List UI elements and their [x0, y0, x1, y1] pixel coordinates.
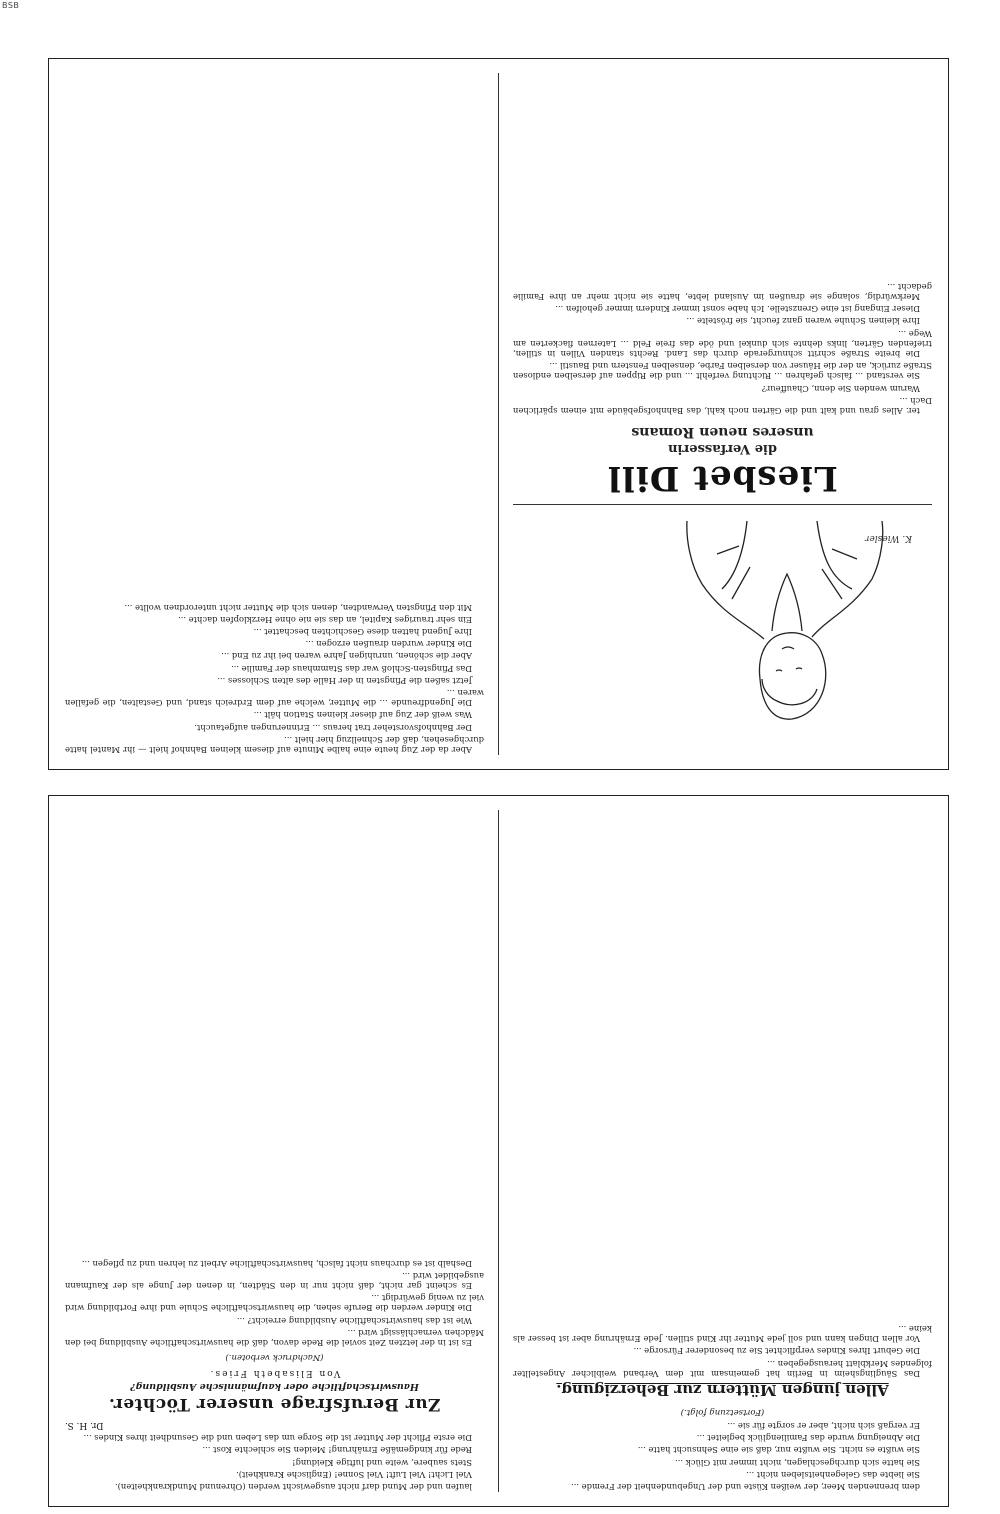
paragraph: Stets saubere, weite und luftige Kleidung!: [292, 1457, 472, 1468]
paragraph: Das Pfingsten-Schloß war das Stammhaus der Familie ...: [231, 663, 472, 674]
paragraph: Jetzt saßen die Pfingsten in der Halle des alten Schlosses ...: [217, 675, 472, 686]
paragraph: Warum wenden Sie denn, Chauffeur?: [761, 383, 920, 394]
bottom-right-top-text: [65, 1433, 484, 1492]
paragraph: Es ist in der letzten Zeit soviel die Rede davon, daß die hauswirtschaftliche Ausbildung bei den Mädchen vernachlässigt wird ...: [65, 1327, 484, 1348]
paragraph: Merkwürdig, solange sie draußen im Ausland lebte, hatte sie nicht mehr an ihre Familie gedacht ...: [513, 281, 932, 302]
paragraph: Aber da der Zug heute eine halbe Minute auf diesem kleinen Bahnhof hielt — ihr Mantel hatte durchgesehen, daß der Schnellzug hier hielt ...: [65, 734, 484, 755]
column-divider: [498, 810, 499, 1492]
paragraph: Die Kinder wurden draußen erzogen ...: [305, 639, 472, 650]
portrait-subheadline-2: unseres neuen Romans: [631, 424, 814, 440]
paragraph: Vor allen Dingen kann und soll jede Mutter ihr Kind stillen. Jede Ernährung aber ist besser als keine ...: [513, 1323, 932, 1345]
mothers-article-text: [513, 1324, 932, 1379]
paragraph: Die Abneigung wurde das Familienglück begleitet ...: [696, 1433, 920, 1444]
paragraph: Was weiß der Zug auf dieser kleinen Station hält ...: [253, 710, 472, 721]
paragraph: Ein sehr trauriges Kapitel, an das sie nie ohne Herzklopfen dachte ...: [178, 614, 472, 625]
paragraph: Mit den Pfingsten Verwandten, denen sich die Mutter nicht unterordnen wollte ...: [124, 602, 472, 613]
bottom-page-right-column: [65, 810, 484, 1492]
top-newspaper-page: [48, 58, 949, 770]
paragraph: Das Säuglingsheim in Berlin hat gemeinsam mit dem Verband weiblicher Angestellter folgendes Merkblatt herausgegeben ...: [513, 1358, 932, 1379]
paragraph: Sie liebte das Gelegenheitsleben nicht ...: [746, 1469, 920, 1480]
paragraph: Die Kinder werden die Berufe sehen, die hauswirtschaftliche Schule und ihre Fortbildung wird viel zu wenig gewürdigt ...: [65, 1293, 484, 1314]
article-subtitle-career: Hauswirtschaftliche oder kaufmännische Ausbildung?: [130, 1380, 419, 1392]
paragraph: Es scheint gar nicht, daß nicht nur in den Städten, in denen der Junge als der Kaufmann ausgebildet wird ...: [65, 1270, 484, 1291]
paragraph: Die Jugendfreunde ... die Mutter, welche auf dem Erdreich stand, und Gestalten, die gefallen waren ...: [65, 687, 484, 709]
paragraph: laufen und der Mund darf nicht ausgewischt werden (Ohrenund Mundkrankheiten).: [114, 1482, 472, 1492]
paragraph: Die Geburt Ihres Kindes verpflichtet Sie zu besonderer Fürsorge ...: [633, 1346, 920, 1357]
paragraph: Er vergaß sich nicht, aber er sorgte für sie ...: [727, 1420, 920, 1431]
article-title-mothers: Allen jungen Müttern zur Beherzigung.: [556, 1380, 889, 1399]
portrait-subheadline: die Verfasserin: [668, 441, 778, 456]
portrait-headline: Liesbet Dill: [607, 458, 838, 498]
article-title-career: Zur Berufsfrage unserer Töchter.: [108, 1393, 441, 1414]
portrait-signature: K. Wiesler: [865, 533, 912, 543]
paragraph: Dieser Eingang ist eine Grenzstelle. Ich habe sonst immer Kindern immer geholfen ...: [555, 304, 920, 315]
paragraph: Rede für kindgemäße Ernährung! Meiden Sie schlechte Kost ...: [202, 1445, 472, 1456]
paragraph: Ihre Jugend hatten diese Geschichten beschattet ...: [253, 626, 472, 637]
bottom-newspaper-page: [48, 795, 949, 1507]
bottom-left-novel-text: [513, 1421, 932, 1492]
career-article-text: [65, 1258, 484, 1348]
top-page-left-column: [513, 73, 932, 755]
bottom-page-left-column: [513, 810, 932, 1492]
paragraph: Sie hatte sich durchgeschlagen, nicht immer mit Glück ...: [675, 1457, 920, 1468]
paragraph: Wie ist das hauswirtschaftliche Ausbildung erreicht? ...: [236, 1315, 472, 1326]
portrait-section: [513, 504, 932, 755]
paragraph: Aber die schönen, unruhigen Jahre waren bei ihr zu End ...: [221, 651, 472, 662]
paragraph: Die erste Pflicht der Mutter ist die Sorge um das Leben und die Gesundheit ihres Kindes ...: [83, 1433, 472, 1444]
paragraph: Ihre kleinen Schuhe waren ganz feucht, sie fröstelte ...: [686, 316, 920, 327]
paragraph: ter. Alles grau und kalt und die Gärten noch kahl, das Bahnhofsgebäude mit einem spärlichen Dach ...: [513, 395, 932, 416]
top-page-right-column: [65, 73, 484, 755]
paragraph: Viel Licht! Viel Luft! Viel Sonne! (Englische Krankheit).: [236, 1469, 472, 1480]
paragraph: Die breite Straße schritt schnurgerade durch das Land. Rechts standen Villen in stillen, triefenden Gärten, links dehnte sich dunkel und öde das freie Feld ... Laternen flackerten am Wege ...: [513, 328, 932, 359]
continuation-note: (Fortsetzung folgt.): [680, 1406, 765, 1417]
reprint-note: (Nachdruck verboten.): [225, 1351, 324, 1362]
portrait-sketch-image: [662, 519, 912, 749]
paragraph: Deshalb ist es durchaus nicht falsch, hauswirtschaftliche Arbeit zu lehren und zu pflegen ...: [81, 1258, 472, 1269]
article-author: Von Elisabeth Fries.: [208, 1367, 341, 1378]
top-right-article-text: [65, 602, 484, 755]
library-mark: BSB: [2, 1, 20, 10]
top-left-article-text: [513, 282, 932, 416]
column-divider: [498, 73, 499, 755]
paragraph: dem brennenden Meer, der weißen Küste und der Ungebundenheit der Fremde ...: [571, 1482, 920, 1492]
paragraph: Sie verstand ... falsch gefahren ... Richtung verfehlt ... und die Rippen auf derselben endlosen Straße zurück, an der die Häuser von derselben Farbe, denselben Fenstern und Baustil ...: [513, 361, 932, 382]
paragraph: Der Bahnhofsvorsteher trat heraus ... Erinnerungen aufgetaucht.: [194, 722, 472, 733]
author-signoff: Dr. H. S.: [65, 1419, 104, 1430]
paragraph: Sie wußte es nicht. Sie wußte nur, daß sie eine Sehnsucht hatte ...: [637, 1445, 920, 1456]
